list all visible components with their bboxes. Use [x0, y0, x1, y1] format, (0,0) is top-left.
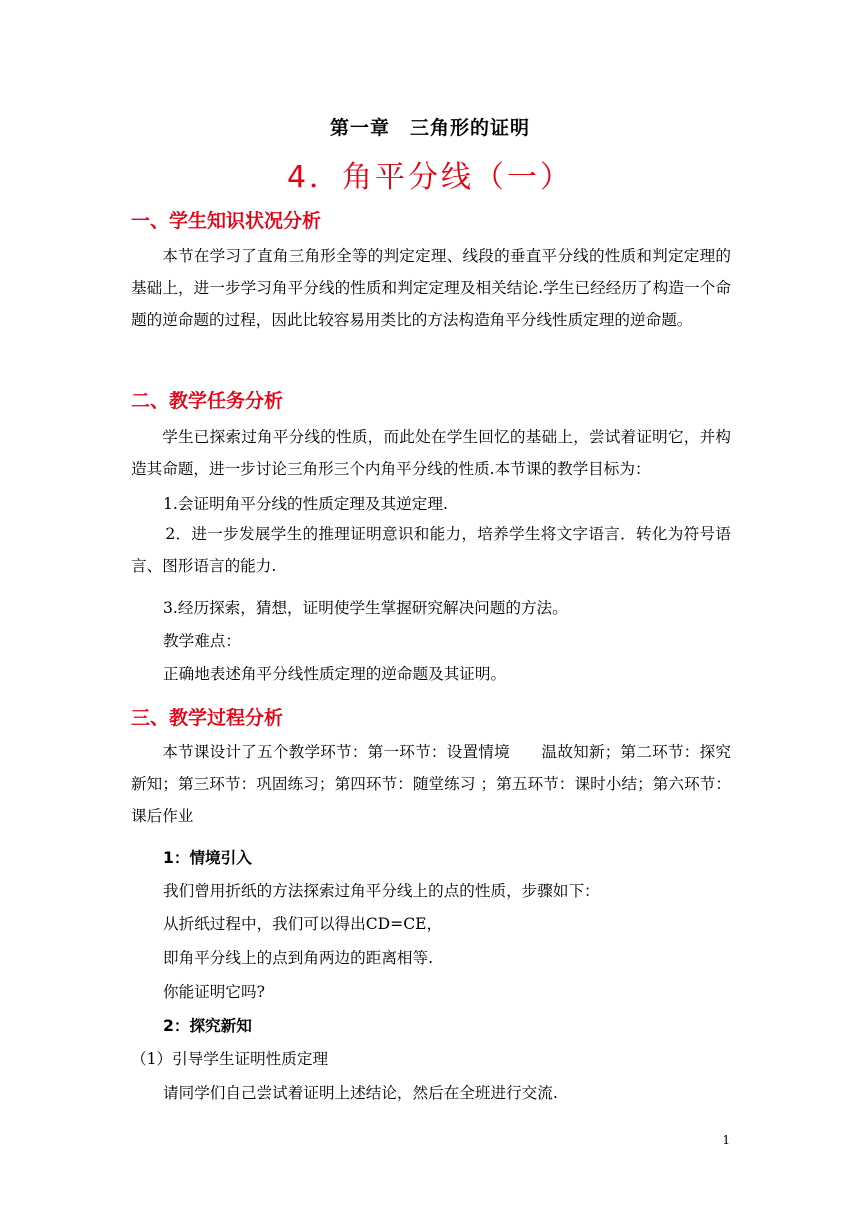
step-2-subheading: （1）引导学生证明性质定理 [131, 1050, 329, 1068]
step-1-line-2: 从折纸过程中，我们可以得出CD=CE， [163, 915, 443, 933]
goal-1: 1.会证明角平分线的性质定理及其逆定理. [163, 495, 448, 513]
chapter-heading: 第一章 三角形的证明 [329, 117, 530, 139]
section-heading-1: 一、学生知识状况分析 [131, 210, 322, 232]
section-heading-2: 二、教学任务分析 [131, 390, 284, 412]
step-1-line-3: 即角平分线上的点到角两边的距离相等. [163, 949, 434, 967]
section-2-body: 学生已探索过角平分线的性质，而此处在学生回忆的基础上，尝试着证明它，并构造其命题，进一步讨论三角形三个内角平分线的性质.本节课的教学目标为： [131, 428, 731, 478]
goal-3: 3.经历探索，猜想，证明使学生掌握研究解决问题的方法。 [163, 599, 568, 617]
step-1-line-1: 我们曾用折纸的方法探索过角平分线上的点的性质，步骤如下： [163, 882, 600, 900]
step-1-line-4: 你能证明它吗? [163, 983, 265, 1001]
section-1-body: 本节在学习了直角三角形全等的判定定理、线段的垂直平分线的性质和判定定理的基础上，进一步学习角平分线的性质和判定定理及相关结论.学生已经经历了构造一个命题的逆命题的过程，因此比较容易用类比的方法构造角平分线性质定理的逆命题。 [131, 247, 731, 329]
step-1-heading: 1：情境引入 [163, 849, 252, 867]
step-2-heading: 2：探究新知 [163, 1017, 252, 1035]
difficulty-text: 正确地表述角平分线性质定理的逆命题及其证明。 [163, 665, 507, 683]
lesson-title: 4．角平分线（一） [286, 160, 574, 195]
section-heading-3: 三、教学过程分析 [131, 707, 284, 729]
goal-2: 2．进一步发展学生的推理证明意识和能力，培养学生将文字语言．转化为符号语言、图形语言的能力. [131, 525, 731, 575]
step-2-line-1: 请同学们自己尝试着证明上述结论，然后在全班进行交流. [163, 1084, 558, 1102]
difficulty-label: 教学难点： [163, 632, 241, 650]
page-number: 1 [722, 1133, 730, 1147]
section-3-body: 本节课设计了五个教学环节：第一环节：设置情境 温故知新；第二环节：探究新知；第三环节：巩固练习；第四环节：随堂练习 ；第五环节：课时小结；第六环节：课后作业 [131, 743, 731, 825]
